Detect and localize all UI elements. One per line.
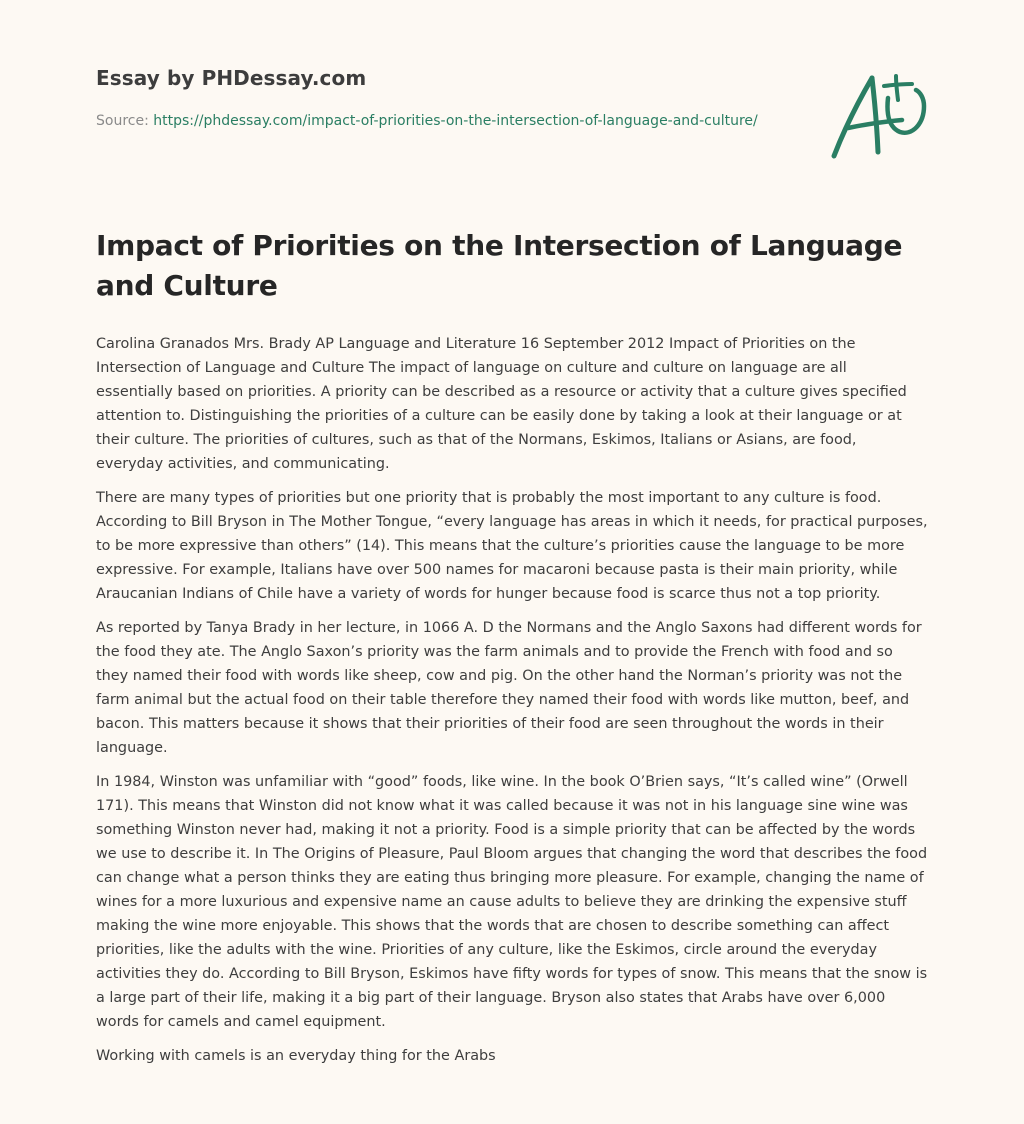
essay-paragraph: Carolina Granados Mrs. Brady AP Language and Literature 16 September 2012 Impact of Priorities on the Intersection of Language and Culture The impact of language on culture and culture on language are all essentially based on priorities. A priority can be described as a resource or activity that a culture gives specified attention to. Distinguishing the priorities of a culture can be easily done by taking a look at their language or at their culture. The priorities of cultures, such as that of the Normans, Eskimos, Italians or Asians, are food, everyday activities, and communicating. <box>96 336 907 472</box>
essay-paragraph: In 1984, Winston was unfamiliar with “good” foods, like wine. In the book O’Brien says, “It’s called wine” (Orwell 171). This means that Winston did not know what it was called because it was not in his language sine wine was something Winston never had, making it not a priority. Food is a simple priority that can be affected by the words we use to describe it. In The Origins of Pleasure, Paul Bloom argues that changing the word that describes the food can change what a person thinks they are eating thus bringing more pleasure. For example, changing the name of wines for a more luxurious and expensive name an cause adults to believe they are drinking the expensive stuff making the wine more enjoyable. This shows that the words that are chosen to describe something can affect priorities, like the adults with the wine. Priorities of any culture, like the Eskimos, circle around the everyday activities they do. According to Bill Bryson, Eskimos have fifty words for types of snow. This means that the snow is a large part of their life, making it a big part of their language. Bryson also states that Arabs have over 6,000 words for camels and camel equipment. <box>96 774 928 1030</box>
essay-paragraph: As reported by Tanya Brady in her lecture, in 1066 A. D the Normans and the Anglo Saxons had different words for the food they ate. The Anglo Saxon’s priority was the farm animals and to provide the French with food and so they named their food with words like sheep, cow and pig. On the other hand the Norman’s priority was not the farm animal but the actual food on their table therefore they named their food with words like mutton, beef, and bacon. This matters because it shows that their priorities of their food are seen throughout the words in their language. <box>96 620 922 756</box>
source-line <box>96 110 776 132</box>
essay-title: Impact of Priorities on the Intersection of Language and Culture <box>96 229 903 302</box>
essay-paragraph: There are many types of priorities but one priority that is probably the most important to any culture is food. According to Bill Bryson in The Mother Tongue, “every language has areas in which it needs, for practical purposes, to be more expressive than others” (14). This means that the culture’s priorities cause the language to be more expressive. For example, Italians have over 500 names for macaroni because pasta is their main priority, while Araucanian Indians of Chile have a variety of words for hunger because food is scarce thus not a top priority. <box>96 490 928 602</box>
a-plus-grade-icon <box>828 68 932 164</box>
site-brand: Essay by PHDessay.com <box>96 66 367 90</box>
essay-paragraph: Working with camels is an everyday thing for the Arabs <box>96 1048 496 1064</box>
page-header <box>96 0 928 190</box>
essay-body <box>96 332 928 1068</box>
source-label: Source: <box>96 113 149 129</box>
source-link[interactable]: https://phdessay.com/impact-of-priorities-on-the-intersection-of-language-and-culture/ <box>153 113 758 129</box>
